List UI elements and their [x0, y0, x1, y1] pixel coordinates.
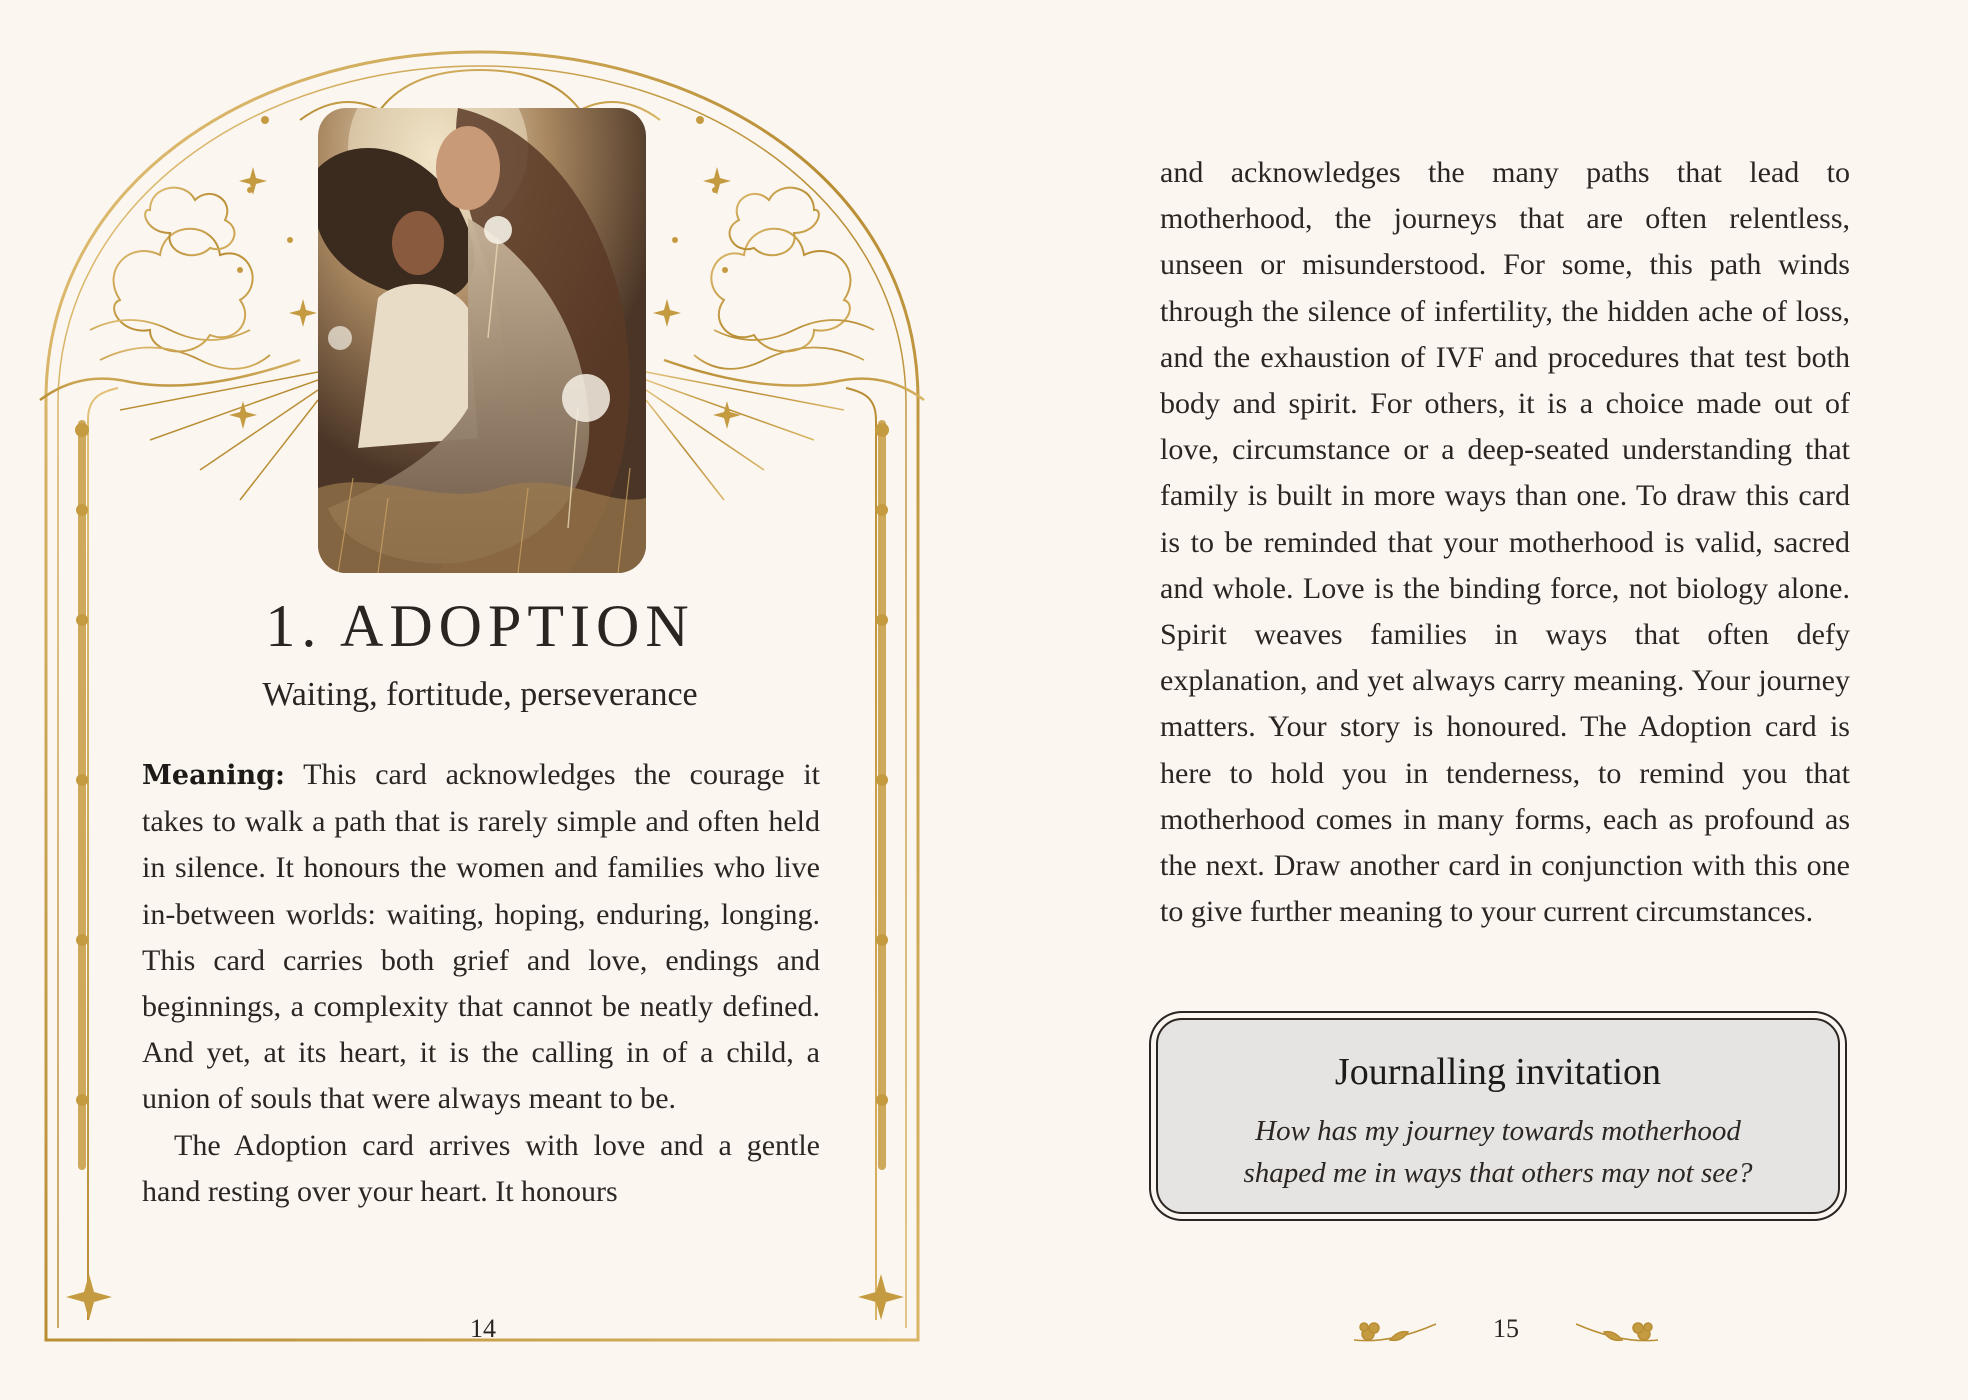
card-keywords: Waiting, fortitude, perseverance	[262, 676, 698, 713]
body-paragraph: and acknowledges the many paths that lead to motherhood, the journeys that are often relentless, unseen or misunderstood. For some, this path winds through the silence of infertility, the hidden ache of loss, and the exhaustion of IVF and procedures that test both body and spirit. For others, it is a choice made out of love, circumstance or a deep-seated understanding that family is built in more ways than one. To draw this card is to be reminded that your motherhood is valid, sacred and whole. Love is the binding force, not biology alone. Spirit weaves families in ways that often defy explanation, and yet always carry meaning. Your journey matters. Your story is honoured. The Adoption card is here to hold you in tenderness, to remind you that motherhood comes in many forms, each as profound as the next. Draw another card in conjunction with this one to give further meaning to your current circumstances.	[1160, 156, 1850, 929]
card-title: 1. ADOPTION	[265, 593, 695, 659]
journal-prompt-line-2: shaped me in ways that others may not see?	[1243, 1157, 1753, 1189]
floral-sprig-icon	[1350, 1310, 1440, 1354]
card-illustration	[318, 108, 646, 573]
page-number-left: 14	[470, 1314, 496, 1343]
floral-sprig-icon	[1572, 1310, 1662, 1354]
right-body-text	[1160, 150, 1850, 935]
journal-prompt	[1198, 1110, 1798, 1194]
journal-title: Journalling invitation	[1334, 1051, 1662, 1093]
meaning-paragraph	[142, 752, 820, 1123]
right-page	[984, 0, 1968, 1400]
meaning-section	[142, 752, 820, 1215]
page-number-right: 15	[1493, 1314, 1519, 1343]
journal-invitation-box	[1156, 1018, 1840, 1214]
journal-prompt-line-1: How has my journey towards motherhood	[1255, 1115, 1741, 1147]
meaning-text: This card acknowledges the courage it takes to walk a path that is rarely simple and often held in silence. It honours the women and families who live in-between worlds: waiting, hoping, enduring, longing. This card carries both grief and love, endings and beginnings, a complexity that cannot be neatly defined. And yet, at its heart, it is the calling in of a child, a union of souls that were always meant to be.	[142, 758, 820, 1116]
continuation-paragraph: The Adoption card arrives with love and a gentle hand resting over your heart. It honours	[142, 1128, 820, 1208]
meaning-label: Meaning:	[142, 760, 285, 791]
